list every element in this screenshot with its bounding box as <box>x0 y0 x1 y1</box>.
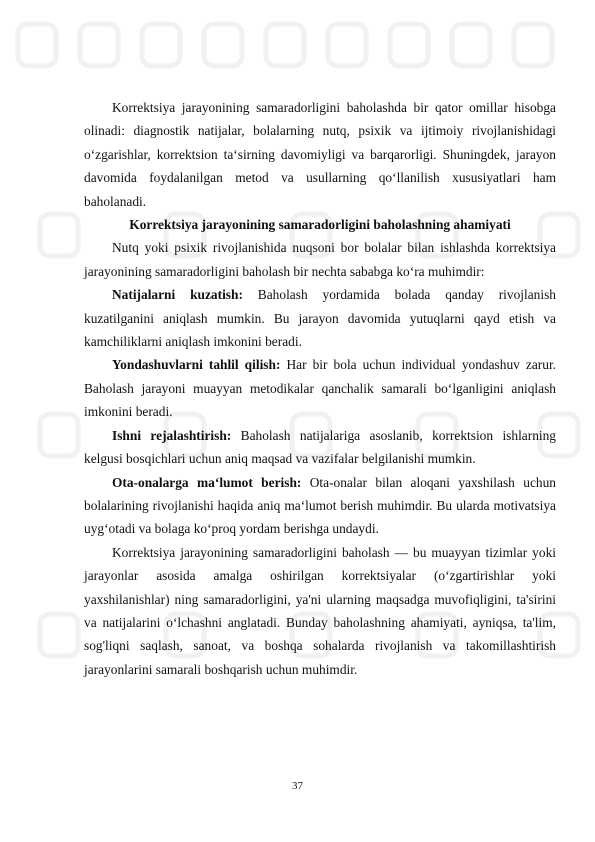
paragraph-text: Nutq yoki psixik rivojlanishida nuqsoni bor bolalar bilan ishlashda korrektsiya jarayonining samaradorligini baholash bir nechta sababga ko‘ra muhimdir: <box>84 240 556 279</box>
paragraph-text: Ota-onalar bilan aloqani yaxshilash uchun bolalarining rivojlanishi haqida aniq ma‘lumot berish muhimdir. Bu ularda motivatsiya uyg‘otadi va bolaga ko‘proq yordam berishga undaydi. <box>84 474 556 537</box>
paragraph-planning <box>84 424 556 471</box>
page-number: 37 <box>292 780 303 792</box>
paragraph-text: Korrektsiya jarayonining samaradorligini baholashda bir qator omillar hisobga olinadi: diagnostik natijalar, bolalarning nutq, psixik va ijtimoiy rivojlanishidagi o‘zgarishlar, korrektsion ta‘sirning davomiyligi va barqarorligi. Shuningdek, jarayon davomida foydalanilgan metod va usullarning qo‘llanilish xususiyatlari ham baholanadi. <box>84 100 556 209</box>
paragraph-importance <box>84 236 556 283</box>
paragraph-approaches <box>84 353 556 423</box>
paragraph-text: Baholash yordamida bolada qanday rivojlanish kuzatilganini aniqlash mumkin. Bu jarayon davomida yutuqlarni qayd etish va kamchiliklarni aniqlash imkonini beradi. <box>84 287 557 350</box>
paragraph-text: Baholash natijalariga asoslanib, korrektsion ishlarning kelgusi bosqichlari uchun aniq maqsad va vazifalar belgilanishi mumkin. <box>84 427 557 467</box>
paragraph-text: Har bir bola uchun individual yondashuv zarur. Baholash jarayoni muayyan metodikalar qanchalik samarali bo‘lganligini aniqlash imkonini beradi. <box>84 357 557 420</box>
section-heading: Korrektsiya jarayonining samaradorligini baholashning ahamiyati <box>129 217 511 233</box>
paragraph-lead: Natijalarni kuzatish: <box>112 287 243 303</box>
paragraph-lead: Yondashuvlarni tahlil qilish: <box>112 357 281 373</box>
paragraph-text: Korrektsiya jarayonining samaradorligini baholash — bu muayyan tizimlar yoki jarayonlar asosida amalga oshirilgan korrektsiyalar (o‘zgartirishlar yoki yaxshilanishlar) ning samaradorligini, ya'ni ularning maqsadga muvofiqligini, ta'sirini va natijalarini o‘lchashni anglatadi. Bunday baholashning ahamiyati, ayniqsa, ta'lim, sog'liqni saqlash, sanoat, va boshqa sohalarda rivojlanish va takomillashtirish jarayonlarini samarali boshqarish uchun muhimdir. <box>84 544 556 677</box>
document-body <box>84 96 556 681</box>
paragraph-results <box>84 283 556 353</box>
paragraph-lead: Ota-onalarga ma‘lumot berish: <box>112 474 302 490</box>
paragraph-lead: Ishni rejalashtirish: <box>112 427 232 443</box>
paragraph-definition <box>84 541 556 681</box>
paragraph-intro <box>84 96 556 213</box>
watermark-logo-row-1 <box>18 24 552 66</box>
paragraph-parents <box>84 471 556 541</box>
